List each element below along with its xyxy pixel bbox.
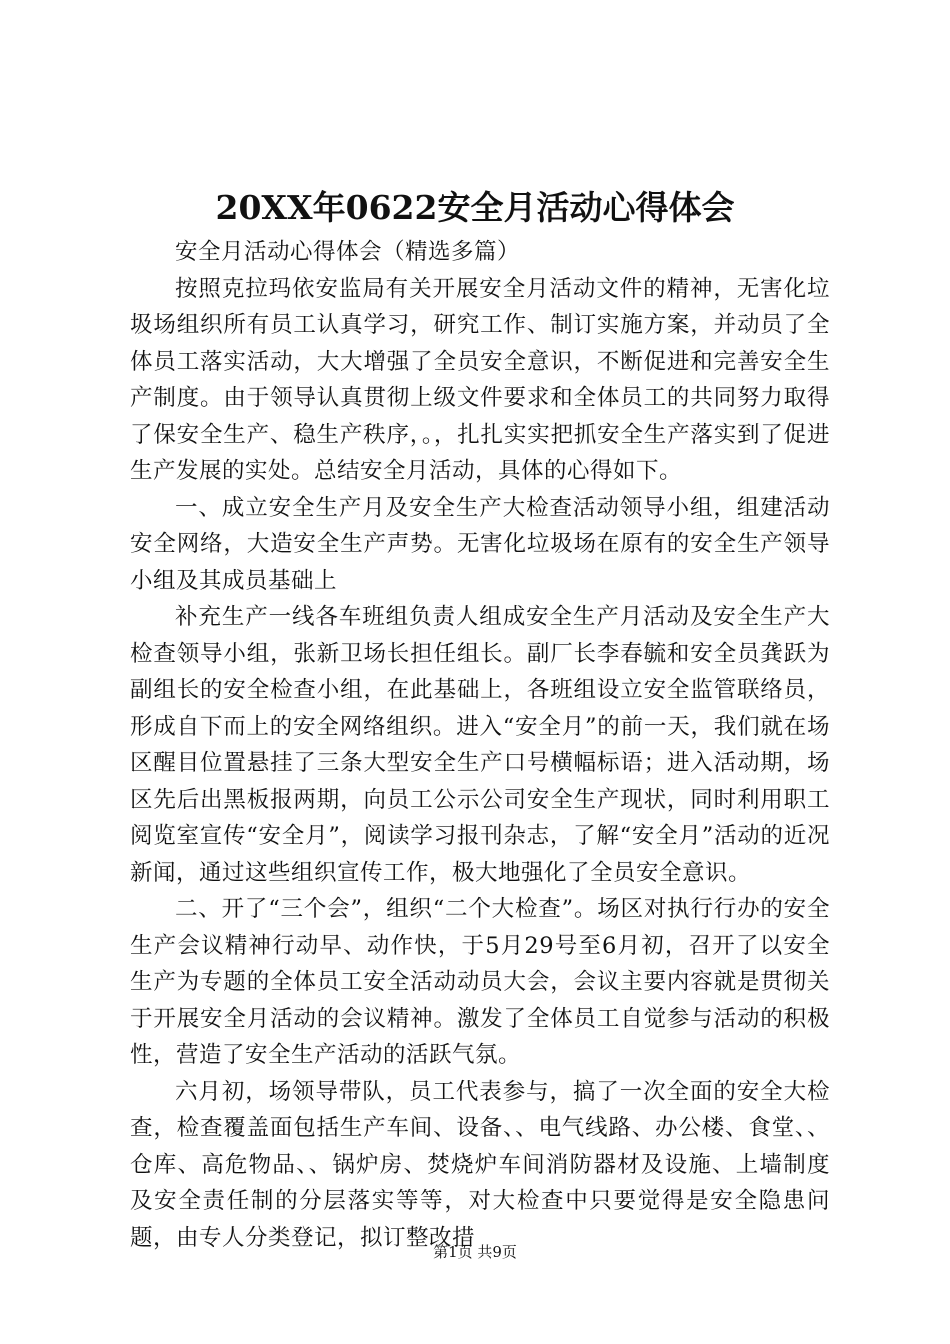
document-title: 20XX年0622安全月活动心得体会: [215, 188, 735, 227]
paragraph-subtitle: 安全月活动心得体会（精选多篇）: [175, 239, 521, 265]
page-number-footer: 第1页 共9页: [433, 1243, 517, 1261]
paragraph-inspection: 六月初，场领导带队，员工代表参与，搞了一次全面的安全大检查，检查覆盖面包括生产车间、设备、、电气线路、办公楼、食堂、、仓库、高危物品、、锅炉房、焚烧炉车间消防器材及设施、上墙制度及安全责任制的分层落实等等，对大检查中只要觉得是安全隐患问题，由专人分类登记，拟订整改措: [130, 1078, 830, 1251]
paragraph-intro: 按照克拉玛依安监局有关开展安全月活动文件的精神，无害化垃圾场组织所有员工认真学习，研究工作、制订实施方案，并动员了全体员工落实活动，大大增强了全员安全意识，不断促进和完善安全生产制度。由于领导认真贯彻上级文件要求和全体员工的共同努力取得了保安全生产、稳生产秩序，。，扎扎实实把抓安全生产落实到了促进生产发展的实处。总结安全月活动，具体的心得如下。: [130, 275, 830, 484]
paragraph-section-2: 二、开了“三个会”，组织“二个大检查”。场区对执行行办的安全生产会议精神行动早、动作快，于5月29号至6月初，召开了以安全生产为专题的全体员工安全活动动员大会，会议主要内容就是贯彻关于开展安全月活动的会议精神。激发了全体员工自觉参与活动的积极性，营造了安全生产活动的活跃气氛。: [130, 896, 830, 1068]
document-body: [130, 234, 830, 1256]
paragraph-section-1-detail: 补充生产一线各车班组负责人组成安全生产月活动及安全生产大检查领导小组，张新卫场长担任组长。副厂长李春毓和安全员龚跃为副组长的安全检查小组，在此基础上，各班组设立安全监管联络员，形成自下而上的安全网络组织。进入“安全月”的前一天，我们就在场区醒目位置悬挂了三条大型安全生产口号横幅标语；进入活动期，场区先后出黑板报两期，向员工公示公司安全生产现状，同时利用职工阅览室宣传“安全月”，阅读学习报刊杂志，了解“安全月”活动的近况新闻，通过这些组织宣传工作，极大地强化了全员安全意识。: [130, 604, 830, 886]
paragraph-section-1: 一、成立安全生产月及安全生产大检查活动领导小组，组建活动安全网络，大造安全生产声势。无害化垃圾场在原有的安全生产领导小组及其成员基础上: [130, 494, 830, 594]
